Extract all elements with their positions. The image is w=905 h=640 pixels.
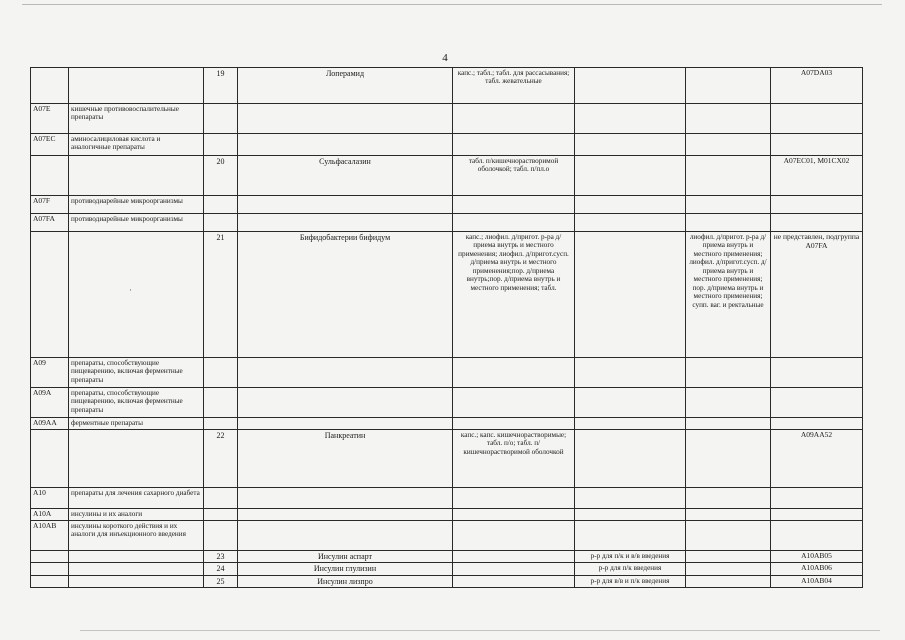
item-number-cell: 25 bbox=[204, 575, 238, 587]
table-row bbox=[31, 563, 863, 575]
atc-reference-cell bbox=[771, 196, 863, 214]
drug-name-cell: Сульфасалазин bbox=[238, 156, 453, 196]
dosage-form-new-cell bbox=[686, 156, 771, 196]
atc-code-cell bbox=[31, 156, 69, 196]
dosage-form-ext-cell: р-р для в/в и п/к введения bbox=[575, 575, 686, 587]
table-row bbox=[31, 196, 863, 214]
atc-reference-cell bbox=[771, 134, 863, 156]
dosage-form-ext-cell bbox=[575, 388, 686, 418]
atc-code-cell bbox=[31, 551, 69, 563]
atc-group-cell: инсулины и их аналоги bbox=[69, 509, 204, 521]
table-row bbox=[31, 134, 863, 156]
dosage-form-new-cell bbox=[686, 418, 771, 430]
item-number-cell bbox=[204, 196, 238, 214]
atc-reference-cell bbox=[771, 488, 863, 509]
dosage-form-cell bbox=[453, 196, 575, 214]
atc-reference-cell bbox=[771, 521, 863, 551]
dosage-form-new-cell bbox=[686, 358, 771, 388]
drug-name-cell bbox=[238, 214, 453, 232]
atc-reference-cell bbox=[771, 214, 863, 232]
atc-code-cell: A07FA bbox=[31, 214, 69, 232]
atc-code-cell bbox=[31, 68, 69, 104]
dosage-form-new-cell bbox=[686, 509, 771, 521]
atc-code-cell bbox=[31, 232, 69, 358]
drug-name-cell bbox=[238, 134, 453, 156]
atc-reference-cell: A07DA03 bbox=[771, 68, 863, 104]
drug-name-cell bbox=[238, 521, 453, 551]
dosage-form-cell bbox=[453, 388, 575, 418]
table-row bbox=[31, 430, 863, 488]
table-row bbox=[31, 488, 863, 509]
dosage-form-cell bbox=[453, 104, 575, 134]
table-row bbox=[31, 388, 863, 418]
drug-name-cell bbox=[238, 418, 453, 430]
item-number-cell bbox=[204, 521, 238, 551]
atc-reference-cell bbox=[771, 388, 863, 418]
dosage-form-ext-cell: р-р для п/к и в/в введения bbox=[575, 551, 686, 563]
dosage-form-new-cell bbox=[686, 563, 771, 575]
drug-name-cell bbox=[238, 358, 453, 388]
atc-group-cell: противодиарейные микроорганизмы bbox=[69, 214, 204, 232]
dosage-form-new-cell bbox=[686, 104, 771, 134]
table-row bbox=[31, 68, 863, 104]
table-row bbox=[31, 575, 863, 587]
atc-code-cell: A07F bbox=[31, 196, 69, 214]
dosage-form-ext-cell bbox=[575, 214, 686, 232]
atc-reference-cell bbox=[771, 418, 863, 430]
drug-name-cell bbox=[238, 104, 453, 134]
dosage-form-cell bbox=[453, 418, 575, 430]
drug-name-cell bbox=[238, 488, 453, 509]
atc-reference-cell: A10AB04 bbox=[771, 575, 863, 587]
atc-code-cell: A10AB bbox=[31, 521, 69, 551]
dosage-form-ext-cell bbox=[575, 358, 686, 388]
dosage-form-new-cell bbox=[686, 551, 771, 563]
atc-group-cell: кишечные противовоспалительные препараты bbox=[69, 104, 204, 134]
atc-reference-cell bbox=[771, 509, 863, 521]
item-number-cell bbox=[204, 488, 238, 509]
atc-group-cell: препараты, способствующие пищеварению, включая ферментные препараты bbox=[69, 358, 204, 388]
atc-reference-cell: A09AA52 bbox=[771, 430, 863, 488]
drug-name-cell: Лоперамид bbox=[238, 68, 453, 104]
dosage-form-new-cell bbox=[686, 196, 771, 214]
table-row bbox=[31, 551, 863, 563]
atc-reference-cell: A10AB05 bbox=[771, 551, 863, 563]
item-number-cell bbox=[204, 104, 238, 134]
dosage-form-cell bbox=[453, 563, 575, 575]
dosage-form-cell: капс.; лиофил. д/пригот. р-ра д/приема внутрь и местного применения; лиофил. д/пригот.сусп. д/приема внутрь и местного применения;пор. д/приема внутрь;пор. д/приема внутрь и местного применения; табл. bbox=[453, 232, 575, 358]
dosage-form-new-cell bbox=[686, 134, 771, 156]
dosage-form-cell bbox=[453, 134, 575, 156]
item-number-cell: 19 bbox=[204, 68, 238, 104]
drug-name-cell: Бифидобактерии бифидум bbox=[238, 232, 453, 358]
item-number-cell: 22 bbox=[204, 430, 238, 488]
atc-reference-cell: A10AB06 bbox=[771, 563, 863, 575]
drug-name-cell: Инсулин аспарт bbox=[238, 551, 453, 563]
drug-name-cell: Панкреатин bbox=[238, 430, 453, 488]
atc-reference-cell: не представлен, подгруппа A07FA bbox=[771, 232, 863, 358]
dosage-form-cell: капс.; капс. кишечнорастворимые; табл. п/о; табл. п/кишечнорастворимой оболочкой bbox=[453, 430, 575, 488]
dosage-form-cell bbox=[453, 509, 575, 521]
dosage-form-ext-cell bbox=[575, 156, 686, 196]
page-number: 4 bbox=[442, 52, 448, 64]
dosage-form-ext-cell bbox=[575, 521, 686, 551]
dosage-form-ext-cell bbox=[575, 104, 686, 134]
item-number-cell: 21 bbox=[204, 232, 238, 358]
item-number-cell bbox=[204, 134, 238, 156]
item-number-cell bbox=[204, 388, 238, 418]
dosage-form-cell bbox=[453, 488, 575, 509]
dosage-form-ext-cell bbox=[575, 232, 686, 358]
item-number-cell bbox=[204, 418, 238, 430]
dosage-form-cell bbox=[453, 575, 575, 587]
atc-reference-cell: A07EC01, M01CX02 bbox=[771, 156, 863, 196]
drug-name-cell: Инсулин лизпро bbox=[238, 575, 453, 587]
drug-registry-table bbox=[30, 67, 863, 588]
table-row bbox=[31, 521, 863, 551]
table-row bbox=[31, 156, 863, 196]
dosage-form-ext-cell bbox=[575, 488, 686, 509]
atc-reference-cell bbox=[771, 104, 863, 134]
dosage-form-cell bbox=[453, 521, 575, 551]
atc-group-cell bbox=[69, 156, 204, 196]
dosage-form-cell: табл. п/кишечнорастворимой оболочкой; табл. п/пл.о bbox=[453, 156, 575, 196]
atc-group-cell: инсулины короткого действия и их аналоги для инъекционного введения bbox=[69, 521, 204, 551]
drug-name-cell bbox=[238, 388, 453, 418]
table-row bbox=[31, 358, 863, 388]
atc-code-cell: A10 bbox=[31, 488, 69, 509]
atc-group-cell bbox=[69, 430, 204, 488]
item-number-cell bbox=[204, 509, 238, 521]
dosage-form-ext-cell bbox=[575, 418, 686, 430]
dosage-form-new-cell bbox=[686, 214, 771, 232]
atc-group-cell bbox=[69, 232, 204, 358]
atc-code-cell: A09 bbox=[31, 358, 69, 388]
atc-group-cell bbox=[69, 68, 204, 104]
atc-group-cell bbox=[69, 551, 204, 563]
drug-name-cell: Инсулин глулизин bbox=[238, 563, 453, 575]
table-row bbox=[31, 232, 863, 358]
item-number-cell bbox=[204, 214, 238, 232]
table-row bbox=[31, 214, 863, 232]
dosage-form-ext-cell bbox=[575, 68, 686, 104]
dosage-form-new-cell bbox=[686, 388, 771, 418]
dosage-form-ext-cell bbox=[575, 196, 686, 214]
atc-group-cell bbox=[69, 575, 204, 587]
atc-code-cell: A07EC bbox=[31, 134, 69, 156]
dosage-form-ext-cell bbox=[575, 509, 686, 521]
item-number-cell: 24 bbox=[204, 563, 238, 575]
atc-code-cell bbox=[31, 563, 69, 575]
atc-reference-cell bbox=[771, 358, 863, 388]
dosage-form-cell bbox=[453, 551, 575, 563]
dosage-form-new-cell bbox=[686, 430, 771, 488]
item-number-cell bbox=[204, 358, 238, 388]
item-number-cell: 20 bbox=[204, 156, 238, 196]
atc-group-cell: препараты, способствующие пищеварению, включая ферментные препараты bbox=[69, 388, 204, 418]
item-number-cell: 23 bbox=[204, 551, 238, 563]
drug-name-cell bbox=[238, 196, 453, 214]
dosage-form-ext-cell bbox=[575, 134, 686, 156]
atc-code-cell: A10A bbox=[31, 509, 69, 521]
atc-code-cell bbox=[31, 575, 69, 587]
atc-group-cell: противодиарейные микроорганизмы bbox=[69, 196, 204, 214]
table-row bbox=[31, 509, 863, 521]
dosage-form-cell bbox=[453, 214, 575, 232]
table-row bbox=[31, 418, 863, 430]
table-row bbox=[31, 104, 863, 134]
atc-code-cell: A09A bbox=[31, 388, 69, 418]
scan-edge-top bbox=[22, 4, 882, 5]
dosage-form-new-cell bbox=[686, 488, 771, 509]
dosage-form-new-cell: лиофил. д/пригот. р-ра д/приема внутрь и местного применения; лиофил. д/пригот.сусп. д/приема внутрь и местного применения; пор. д/приема внутрь и местного применения; супп. ваг. и ректальные bbox=[686, 232, 771, 358]
dosage-form-cell: капс.; табл.; табл. для рассасывания; табл. жевательные bbox=[453, 68, 575, 104]
atc-group-cell: ферментные препараты bbox=[69, 418, 204, 430]
dosage-form-new-cell bbox=[686, 521, 771, 551]
dosage-form-ext-cell: р-р для п/к введения bbox=[575, 563, 686, 575]
scan-speck: · bbox=[129, 285, 132, 295]
dosage-form-new-cell bbox=[686, 575, 771, 587]
atc-code-cell bbox=[31, 430, 69, 488]
atc-group-cell: аминосалициловая кислота и аналогичные препараты bbox=[69, 134, 204, 156]
dosage-form-cell bbox=[453, 358, 575, 388]
atc-code-cell: A07E bbox=[31, 104, 69, 134]
dosage-form-new-cell bbox=[686, 68, 771, 104]
atc-code-cell: A09AA bbox=[31, 418, 69, 430]
scan-edge-bottom bbox=[80, 630, 880, 631]
atc-group-cell bbox=[69, 563, 204, 575]
dosage-form-ext-cell bbox=[575, 430, 686, 488]
drug-name-cell bbox=[238, 509, 453, 521]
atc-group-cell: препараты для лечения сахарного диабета bbox=[69, 488, 204, 509]
